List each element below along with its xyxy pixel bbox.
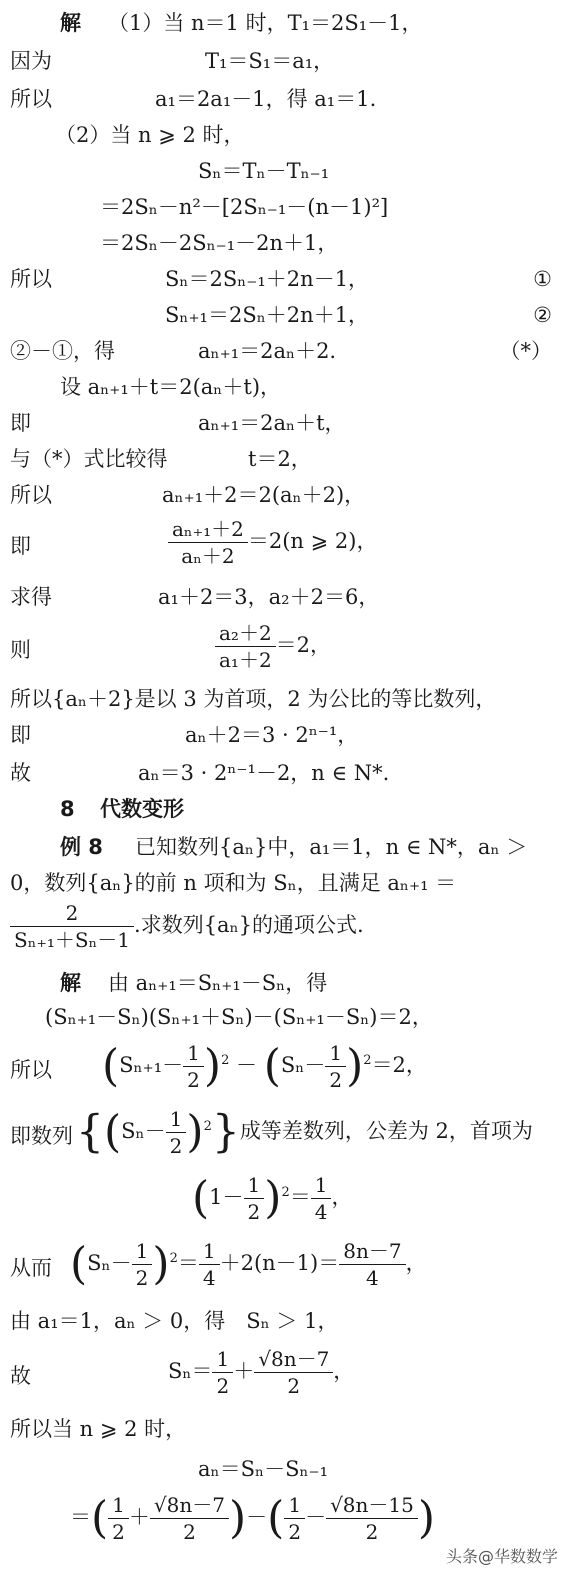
math-text: （1）当 n＝1 时，T₁＝2S₁－1， xyxy=(108,11,423,35)
math-expression: (1－ $\frac{1}{2}$ )$^2$＝ $\frac{1}{4}$ ， xyxy=(192,1172,353,1224)
lead-word: 所以 xyxy=(10,267,52,291)
watermark: 头条@华数数学 xyxy=(445,1547,558,1566)
math-text: 由 aₙ₊₁＝Sₙ₊₁－Sₙ，得 xyxy=(108,971,328,995)
fraction-denominator: a₁＋2 xyxy=(219,648,272,672)
fraction xyxy=(168,516,248,569)
fraction-denominator: Sₙ₊₁＋Sₙ－1 xyxy=(14,928,131,952)
solution-line xyxy=(0,1238,570,1298)
solution-line xyxy=(0,1492,570,1552)
example-label: 例 8 xyxy=(60,835,103,859)
lead-word: 从而 xyxy=(10,1256,52,1280)
fraction-expression xyxy=(10,900,364,953)
lead-word: 即 xyxy=(10,534,31,558)
fraction xyxy=(215,620,276,673)
math-text: aₙ₊₁＋2＝2(aₙ＋2)， xyxy=(162,483,366,507)
fraction-expression xyxy=(168,516,377,569)
lead-word: 故 xyxy=(10,761,31,785)
lead-word: 即 xyxy=(10,411,31,435)
math-text: 所以{aₙ＋2}是以 3 为首项，2 为公比的等比数列， xyxy=(10,687,497,711)
fraction-expression xyxy=(215,620,331,673)
lead-word: 所以 xyxy=(10,483,52,507)
math-text: T₁＝S₁＝a₁， xyxy=(205,49,335,73)
math-text: Sₙ＝Tₙ－Tₙ₋₁ xyxy=(198,159,330,183)
math-text: 由 a₁＝1，aₙ ＞ 0，得 Sₙ ＞ 1， xyxy=(10,1309,339,1333)
math-text: (Sₙ₊₁－Sₙ)(Sₙ₊₁＋Sₙ)－(Sₙ₊₁－Sₙ)＝2， xyxy=(45,1005,433,1029)
math-expression: (Sₙ－ $\frac{1}{2}$ )$^2$＝ $\frac{1}{4}$ ＋2(n－1)＝ $\frac{8n-7}{4}$ ， xyxy=(70,1238,427,1290)
math-text: a₁＋2＝3，a₂＋2＝6， xyxy=(158,585,380,609)
lead-word: 即数列 xyxy=(10,1124,73,1148)
math-text: .求数列{aₙ}的通项公式. xyxy=(134,913,364,937)
math-text: ＝2Sₙ－2Sₙ₋₁－2n＋1， xyxy=(100,231,339,255)
math-text: aₙ＝Sₙ－Sₙ₋₁ xyxy=(198,1457,329,1481)
math-text: 所以当 n ⩾ 2 时， xyxy=(10,1417,187,1441)
lead-word: 所以 xyxy=(10,87,52,111)
section-title: 代数变形 xyxy=(100,797,184,821)
lead-word: 与（*）式比较得 xyxy=(10,447,168,471)
solution-line xyxy=(0,1106,570,1166)
fraction xyxy=(10,900,134,953)
lead-word: ②－①，得 xyxy=(10,339,115,363)
equation-tag: （*） xyxy=(499,339,552,363)
math-expression: Sₙ＝ $\frac{1}{2}$ ＋ $\frac{√8n-7}{2}$ ， xyxy=(168,1347,355,1398)
math-text: ＝2Sₙ－n²－[2Sₙ₋₁－(n－1)²] xyxy=(100,195,389,219)
equation-tag: ② xyxy=(533,303,552,327)
math-text: Sₙ₊₁＝2Sₙ＋2n＋1， xyxy=(165,303,370,327)
math-text: aₙ＝3 · 2ⁿ⁻¹－2，n ∈ N*. xyxy=(138,761,390,785)
solution-line xyxy=(0,620,570,680)
math-text: ＝2(n ⩾ 2)， xyxy=(247,529,378,553)
math-text: 设 aₙ₊₁＋t＝2(aₙ＋t)， xyxy=(60,375,282,399)
fraction-numerator: 2 xyxy=(10,900,134,927)
math-text: ＝2， xyxy=(275,633,332,657)
math-text: a₁＝2a₁－1，得 a₁＝1. xyxy=(155,87,377,111)
equation-tag: ① xyxy=(533,267,552,291)
lead-word: 因为 xyxy=(10,49,52,73)
solution-label: 解 xyxy=(60,971,81,995)
math-text: aₙ＋2＝3 · 2ⁿ⁻¹， xyxy=(185,723,359,747)
math-text: （2）当 n ⩾ 2 时， xyxy=(55,123,245,147)
math-expression: {(Sₙ－ $\frac{1}{2}$ )$^2$}成等差数列，公差为 2，首项为 xyxy=(76,1106,533,1158)
math-text: aₙ₊₁＝2aₙ＋2. xyxy=(198,339,337,363)
math-text: t＝2， xyxy=(248,447,312,471)
fraction-numerator: aₙ₊₁＋2 xyxy=(168,516,248,543)
lead-word: 故 xyxy=(10,1364,31,1388)
section-number: 8 xyxy=(60,797,75,821)
math-text: 0，数列{aₙ}的前 n 项和为 Sₙ，且满足 aₙ₊₁ ＝ xyxy=(10,871,457,895)
solution-label: 解 xyxy=(60,11,81,35)
fraction-denominator: aₙ＋2 xyxy=(181,544,235,568)
math-text: Sₙ＝2Sₙ₋₁＋2n－1， xyxy=(165,267,370,291)
fraction-numerator: a₂＋2 xyxy=(215,620,276,647)
example-line xyxy=(0,900,570,960)
math-expression: (Sₙ₊₁－ $\frac{1}{2}$ )$^2$ － (Sₙ－ $\frac{1}{2}$ )$^2$＝2， xyxy=(102,1040,427,1092)
solution-line xyxy=(0,1172,570,1232)
lead-word: 则 xyxy=(10,638,31,662)
solution-line xyxy=(0,1040,570,1100)
lead-word: 即 xyxy=(10,723,31,747)
math-text: 已知数列{aₙ}中，a₁＝1，n ∈ N*，aₙ ＞ xyxy=(135,835,528,859)
solution-line xyxy=(0,516,570,576)
lead-word: 所以 xyxy=(10,1058,52,1082)
math-expression: ＝( $\frac{1}{2}$ ＋ $\frac{√8n-7}{2}$ )－( $\frac{1}{2}$ － $\frac{√8n-15}{2}$ ) xyxy=(70,1492,436,1544)
solution-line xyxy=(0,1346,570,1406)
lead-word: 求得 xyxy=(10,585,52,609)
math-text: aₙ₊₁＝2aₙ＋t， xyxy=(198,411,346,435)
